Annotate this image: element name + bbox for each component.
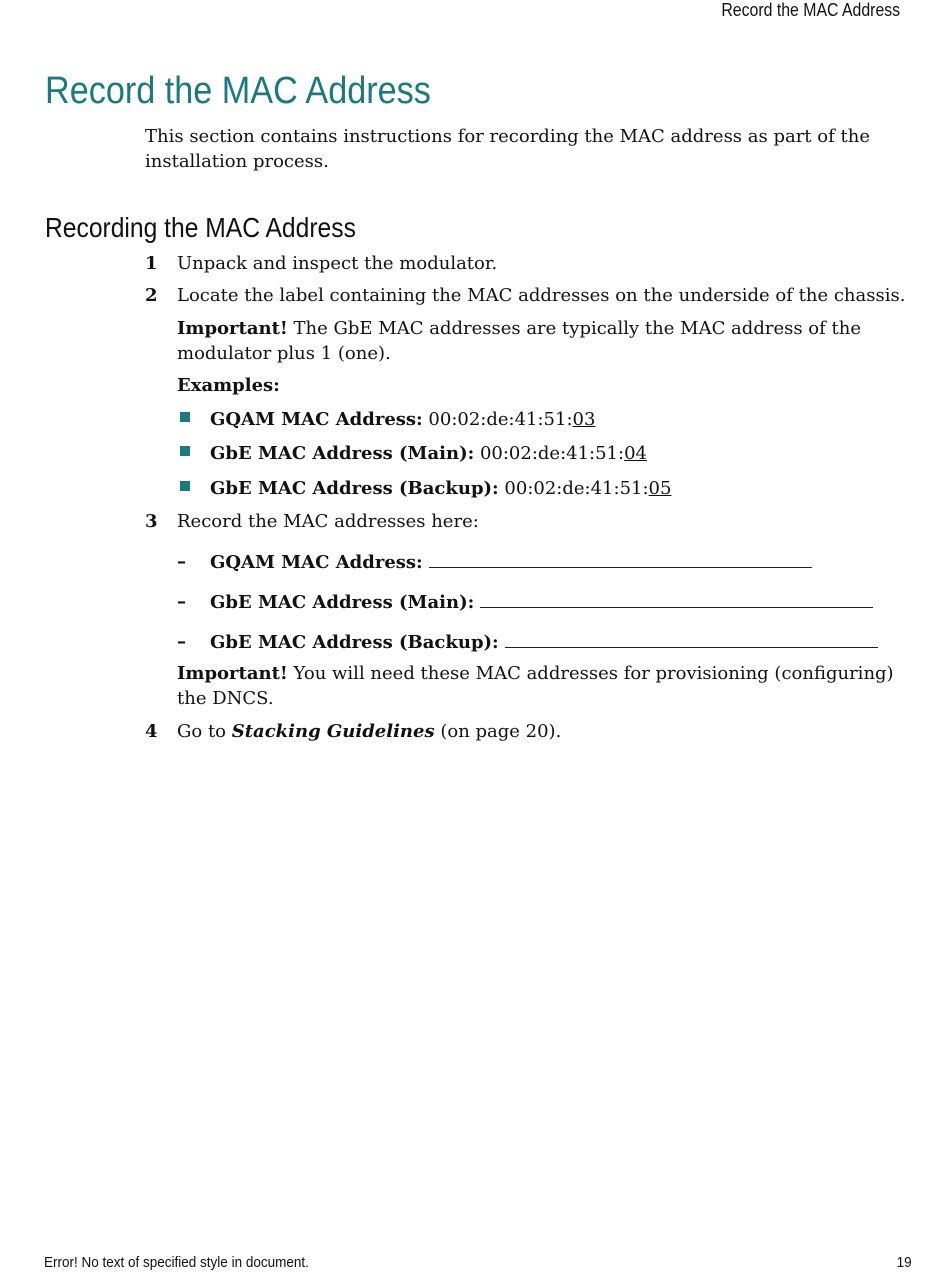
example-value-suffix: 05 bbox=[648, 478, 672, 499]
example-label: GbE MAC Address (Main): bbox=[210, 443, 475, 464]
important-label: Important! bbox=[177, 318, 288, 339]
step-number: 3 bbox=[145, 511, 158, 532]
important-text: The GbE MAC addresses are typically the MAC address of the modulator plus 1 (one). bbox=[177, 318, 861, 364]
record-field bbox=[210, 629, 878, 655]
example-value-suffix: 04 bbox=[624, 443, 647, 464]
record-field-label: GbE MAC Address (Main): bbox=[210, 592, 475, 613]
record-field-label: GQAM MAC Address: bbox=[210, 552, 423, 573]
example-label: GbE MAC Address (Backup): bbox=[210, 478, 499, 499]
dash-marker: – bbox=[177, 551, 186, 572]
example-item bbox=[210, 476, 671, 501]
record-field-blank[interactable] bbox=[505, 629, 878, 648]
square-bullet-icon bbox=[180, 481, 190, 491]
page-title: Record the MAC Address bbox=[45, 70, 431, 112]
step-text: Go to Stacking Guidelines (on page 20). bbox=[177, 721, 562, 742]
square-bullet-icon bbox=[180, 412, 190, 422]
example-value: 00:02:de:41:51: bbox=[422, 409, 573, 430]
example-label: GQAM MAC Address: bbox=[210, 409, 423, 430]
intro-paragraph: This section contains instructions for recording the MAC address as part of the installation process. bbox=[145, 126, 870, 172]
record-field bbox=[210, 589, 873, 615]
step-text: Locate the label containing the MAC addresses on the underside of the chassis. bbox=[177, 285, 906, 306]
dash-marker: – bbox=[177, 591, 186, 612]
important-text: You will need these MAC addresses for provisioning (configuring) the DNCS. bbox=[177, 663, 894, 709]
square-bullet-icon bbox=[180, 446, 190, 456]
example-item bbox=[210, 441, 647, 466]
example-value: 00:02:de:41:51: bbox=[474, 443, 625, 464]
dash-marker: – bbox=[177, 631, 186, 652]
important-note bbox=[177, 661, 897, 711]
record-field-label: GbE MAC Address (Backup): bbox=[210, 632, 499, 653]
section-heading: Recording the MAC Address bbox=[45, 212, 356, 243]
record-field-blank[interactable] bbox=[480, 589, 873, 608]
step-number: 4 bbox=[145, 721, 158, 742]
important-label: Important! bbox=[177, 663, 288, 684]
record-field-blank[interactable] bbox=[429, 549, 812, 568]
stacking-guidelines-link[interactable]: Stacking Guidelines bbox=[231, 721, 435, 742]
step-text: Unpack and inspect the modulator. bbox=[177, 253, 498, 274]
step-text: Record the MAC addresses here: bbox=[177, 511, 479, 532]
example-value-suffix: 03 bbox=[572, 409, 596, 430]
record-field bbox=[210, 549, 812, 575]
running-header: Record the MAC Address bbox=[721, 0, 900, 20]
footer-text: Error! No text of specified style in document. bbox=[44, 1254, 309, 1271]
example-item bbox=[210, 407, 595, 432]
example-value: 00:02:de:41:51: bbox=[498, 478, 649, 499]
examples-label: Examples: bbox=[177, 375, 280, 396]
important-note bbox=[177, 316, 897, 366]
step-number: 2 bbox=[145, 285, 158, 306]
page-number: 19 bbox=[896, 1254, 912, 1271]
step-number: 1 bbox=[145, 253, 158, 274]
